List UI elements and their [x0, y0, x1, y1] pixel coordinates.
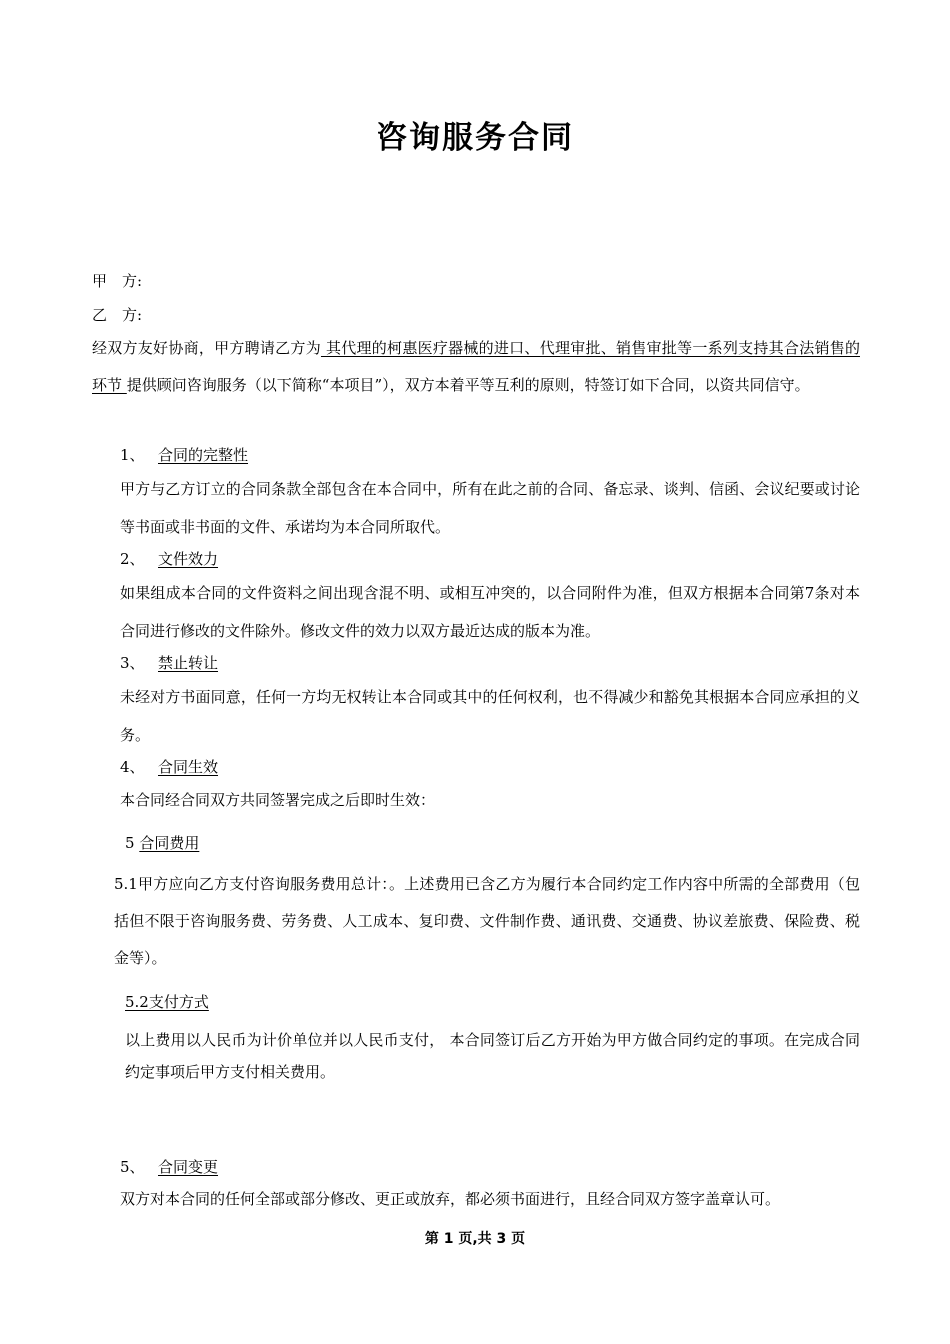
section-1-body: 甲方与乙方订立的合同条款全部包含在本合同中，所有在此之前的合同、备忘录、谈判、信函、会议纪要或讨论等书面或非书面的文件、承诺均为本合同所取代。	[120, 480, 860, 536]
section-4-title: 合同生效	[158, 758, 219, 776]
section-3-number: 3、	[120, 654, 145, 672]
section-3-title: 禁止转让	[158, 654, 219, 672]
intro-service-scope: 其代理的柯惠医疗器械的进口、代理审批、销售审批等一系列支持其合法销售的环节	[92, 339, 860, 394]
section-3-heading	[120, 652, 218, 674]
section-1-title: 合同的完整性	[158, 446, 249, 464]
fee-heading	[125, 832, 199, 854]
section-4-body: 本合同经合同双方共同签署完成之后即时生效：	[120, 791, 436, 809]
party-b-label: 乙 方:	[92, 306, 143, 324]
section-3-body: 未经对方书面同意，任何一方均无权转让本合同或其中的任何权利，也不得减少和豁免其根据本合同应承担的义务。	[120, 688, 860, 744]
section-1-heading	[120, 444, 248, 466]
fee-number: 5	[125, 834, 140, 852]
clause-5-2-heading	[125, 991, 209, 1013]
document-title: 咨询服务合同	[376, 120, 574, 156]
intro-before: 经双方友好协商，甲方聘请乙方为	[92, 339, 321, 357]
fee-title: 合同费用	[139, 834, 200, 852]
clause-5-1: 5.1甲方应向乙方支付咨询服务费用总计：。上述费用已含乙方为履行本合同约定工作内容中所需的全部费用（包括但不限于咨询服务费、劳务费、人工成本、复印费、文件制作费、通讯费、交通费、协议差旅费、保险费、税金等）。	[114, 875, 860, 967]
section-4-number: 4、	[120, 758, 145, 776]
section-2-title: 文件效力	[158, 550, 219, 568]
change-body: 双方对本合同的任何全部或部分修改、更正或放弃，都必须书面进行，且经合同双方签字盖章认可。	[120, 1190, 781, 1208]
clause-5-2-body: 以上费用以人民币为计价单位并以人民币支付， 本合同签订后乙方开始为甲方做合同约定的事项。在完成合同约定事项后甲方支付相关费用。	[125, 1031, 860, 1081]
page-number-footer: 第 1 页,共 3 页	[424, 1231, 526, 1247]
section-2-body: 如果组成本合同的文件资料之间出现含混不明、或相互冲突的，以合同附件为准，但双方根据本合同第7条对本合同进行修改的文件除外。修改文件的效力以双方最近达成的版本为准。	[120, 584, 860, 640]
change-number: 5、	[120, 1158, 145, 1176]
section-2-heading	[120, 548, 218, 570]
section-4-heading	[120, 756, 218, 778]
intro-after: 提供顾问咨询服务（以下简称“本项目”），双方本着平等互利的原则，特签订如下合同，以资共同信守。	[126, 376, 810, 394]
intro-paragraph	[92, 330, 860, 404]
section-1-number: 1、	[120, 446, 145, 464]
change-title: 合同变更	[158, 1158, 219, 1176]
section-2-number: 2、	[120, 550, 145, 568]
clause-5-2-title: 5.2支付方式	[125, 993, 209, 1011]
change-heading	[120, 1156, 218, 1178]
party-a-label: 甲 方:	[92, 272, 143, 290]
